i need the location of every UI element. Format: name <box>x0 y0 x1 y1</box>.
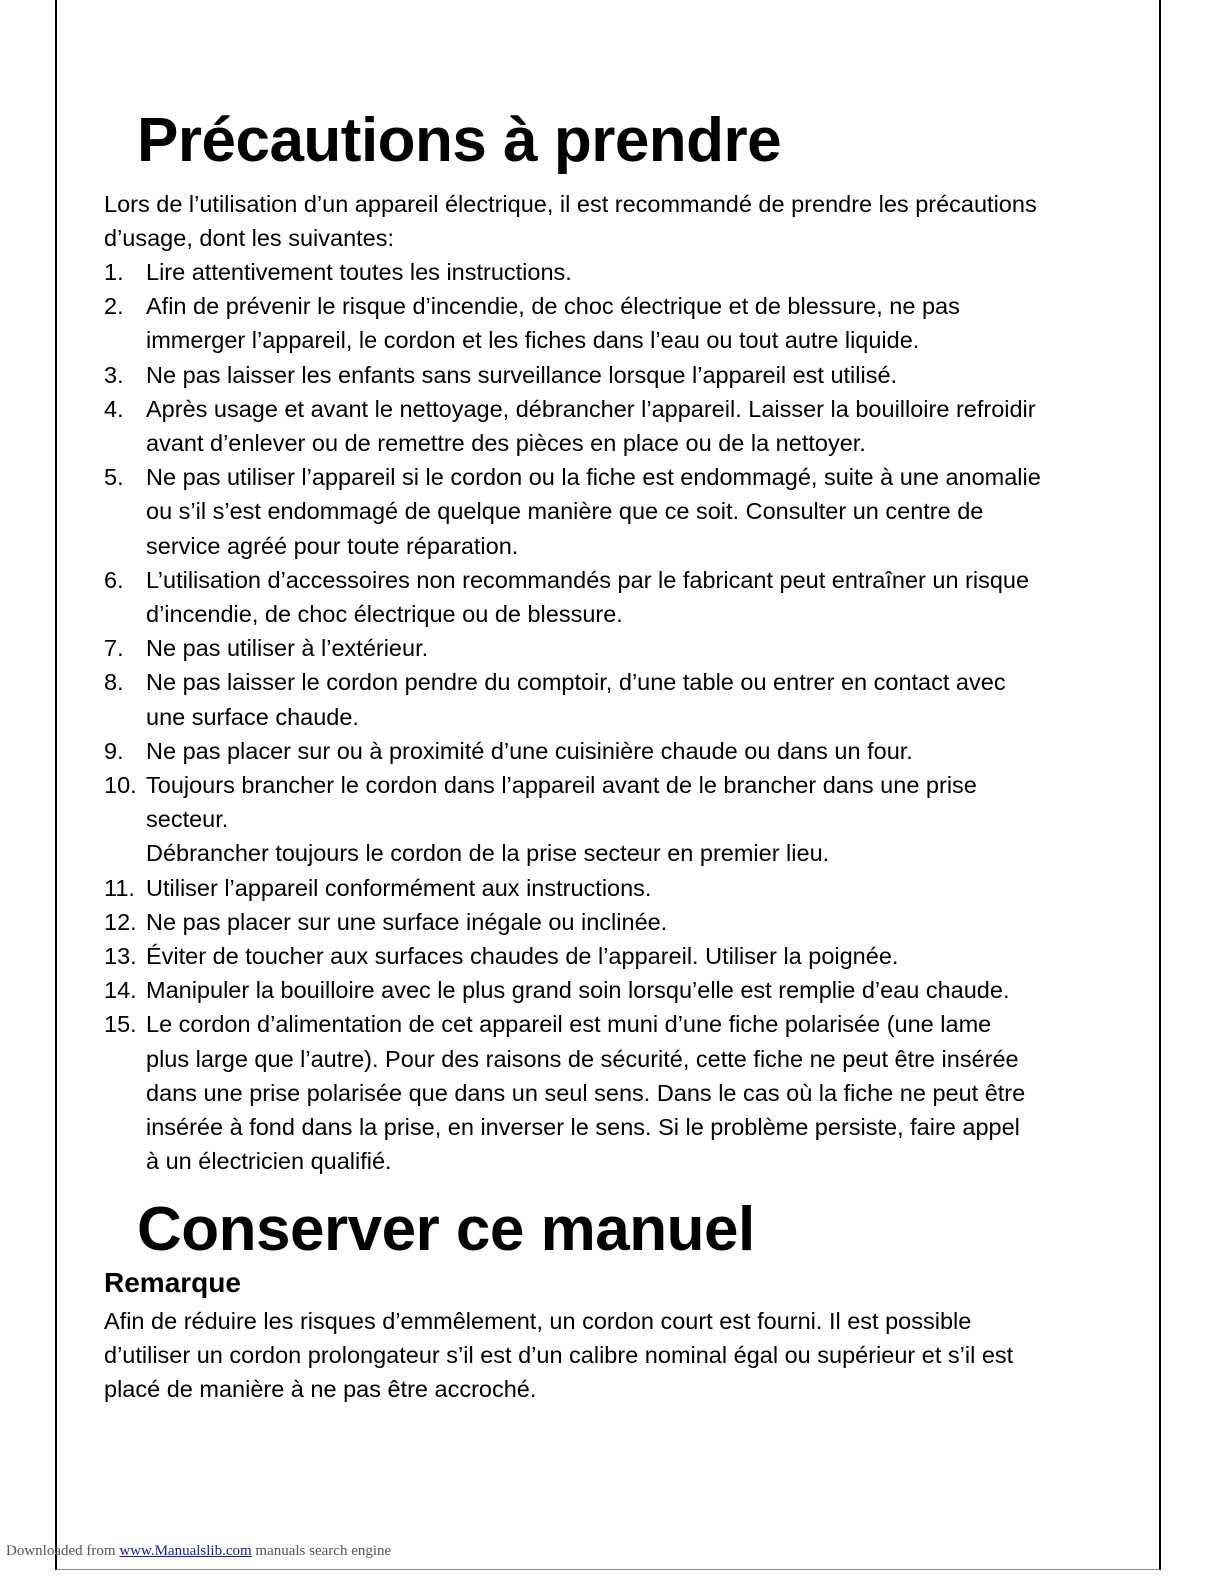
item-number: 13. <box>104 943 137 970</box>
item-number: 10. <box>104 772 137 799</box>
item-text: ou s’il s’est endommagé de quelque manière que ce soit. Consulter un centre de <box>146 498 984 525</box>
list-item <box>104 392 1114 460</box>
item-text: Manipuler la bouilloire avec le plus grand soin lorsqu’elle est remplie d’eau chaude. <box>146 977 1010 1004</box>
item-text: Ne pas placer sur ou à proximité d’une cuisinière chaude ou dans un four. <box>146 737 913 764</box>
item-text: Après usage et avant le nettoyage, débrancher l’appareil. Laisser la bouilloire refroidir <box>146 395 1036 422</box>
intro-line: d’usage, dont les suivantes: <box>104 225 395 252</box>
list-item <box>104 768 1114 871</box>
list-item <box>104 871 1114 905</box>
footer-prefix: Downloaded from <box>6 1543 120 1559</box>
list-item <box>104 734 1114 768</box>
item-text: Ne pas utiliser l’appareil si le cordon ou la fiche est endommagé, suite à une anomalie <box>146 464 1041 491</box>
manualslib-link[interactable]: www.Manualslib.com <box>119 1543 252 1559</box>
item-text: à un électricien qualifié. <box>146 1148 392 1175</box>
item-text: Éviter de toucher aux surfaces chaudes de l’appareil. Utiliser la poignée. <box>146 943 899 970</box>
page-title: Précautions à prendre <box>137 106 782 175</box>
item-number: 15. <box>104 1011 137 1038</box>
item-number: 9. <box>104 737 124 764</box>
item-number: 4. <box>104 395 124 422</box>
item-number: 1. <box>104 259 124 285</box>
list-item <box>104 939 1114 973</box>
precautions-list <box>104 255 1114 1178</box>
item-text: Utiliser l’appareil conformément aux instructions. <box>146 874 652 901</box>
item-text: service agréé pour toute réparation. <box>146 532 519 559</box>
item-text: une surface chaude. <box>146 703 359 730</box>
note-line: placé de manière à ne pas être accroché. <box>104 1376 537 1403</box>
item-number: 2. <box>104 293 124 320</box>
item-text: L’utilisation d’accessoires non recommandés par le fabricant peut entraîner un risque <box>146 566 1030 593</box>
list-item <box>104 973 1114 1007</box>
item-text: Afin de prévenir le risque d’incendie, de choc électrique et de blessure, ne pas <box>146 293 960 320</box>
item-number: 12. <box>104 908 137 935</box>
list-item <box>104 460 1114 563</box>
item-text: dans une prise polarisée que dans un seul sens. Dans le cas où la fiche ne peut être <box>146 1079 1026 1106</box>
note-paragraph <box>104 1304 1114 1407</box>
item-text: Ne pas placer sur une surface inégale ou inclinée. <box>146 908 668 935</box>
download-footer <box>6 1542 391 1560</box>
intro-line: Lors de l’utilisation d’un appareil électrique, il est recommandé de prendre les précautions <box>104 191 1037 217</box>
list-item <box>104 255 1114 289</box>
item-text: d’incendie, de choc électrique ou de blessure. <box>146 601 623 628</box>
section-title: Conserver ce manuel <box>137 1195 755 1264</box>
item-number: 3. <box>104 361 124 388</box>
footer-suffix: manuals search engine <box>251 1543 392 1559</box>
list-item <box>104 358 1114 392</box>
item-number: 6. <box>104 566 124 593</box>
item-text: Ne pas utiliser à l’extérieur. <box>146 635 429 662</box>
list-item <box>104 665 1114 733</box>
item-text: plus large que l’autre). Pour des raisons de sécurité, cette fiche ne peut être insérée <box>146 1045 1019 1072</box>
item-number: 7. <box>104 635 124 662</box>
item-number: 5. <box>104 464 124 491</box>
item-text: Le cordon d’alimentation de cet appareil est muni d’une fiche polarisée (une lame <box>146 1011 992 1038</box>
item-number: 11. <box>104 874 135 901</box>
note-line: Afin de réduire les risques d’emmêlement, un cordon court est fourni. Il est possible <box>104 1308 972 1334</box>
list-item <box>104 1007 1114 1178</box>
item-text: secteur. <box>146 806 229 833</box>
note-line: d’utiliser un cordon prolongateur s’il est d’un calibre nominal égal ou supérieur et s’il est <box>104 1342 1014 1369</box>
item-text: Lire attentivement toutes les instructions. <box>146 259 572 285</box>
intro-paragraph <box>104 187 1114 255</box>
item-text: Ne pas laisser le cordon pendre du comptoir, d’une table ou entrer en contact avec <box>146 669 1006 696</box>
list-item <box>104 905 1114 939</box>
item-text: insérée à fond dans la prise, en inverser le sens. Si le problème persiste, faire appel <box>146 1114 1020 1141</box>
list-item <box>104 563 1114 631</box>
note-heading: Remarque <box>104 1267 241 1298</box>
item-text: Débrancher toujours le cordon de la prise secteur en premier lieu. <box>146 840 830 867</box>
item-text: immerger l’appareil, le cordon et les fiches dans l’eau ou tout autre liquide. <box>146 327 920 354</box>
item-number: 14. <box>104 977 137 1004</box>
list-item <box>104 289 1114 357</box>
item-text: Toujours brancher le cordon dans l’appareil avant de le brancher dans une prise <box>146 772 977 799</box>
item-text: Ne pas laisser les enfants sans surveillance lorsque l’appareil est utilisé. <box>146 361 898 388</box>
list-item <box>104 631 1114 665</box>
item-number: 8. <box>104 669 124 696</box>
item-text: avant d’enlever ou de remettre des pièces en place ou de la nettoyer. <box>146 430 866 457</box>
